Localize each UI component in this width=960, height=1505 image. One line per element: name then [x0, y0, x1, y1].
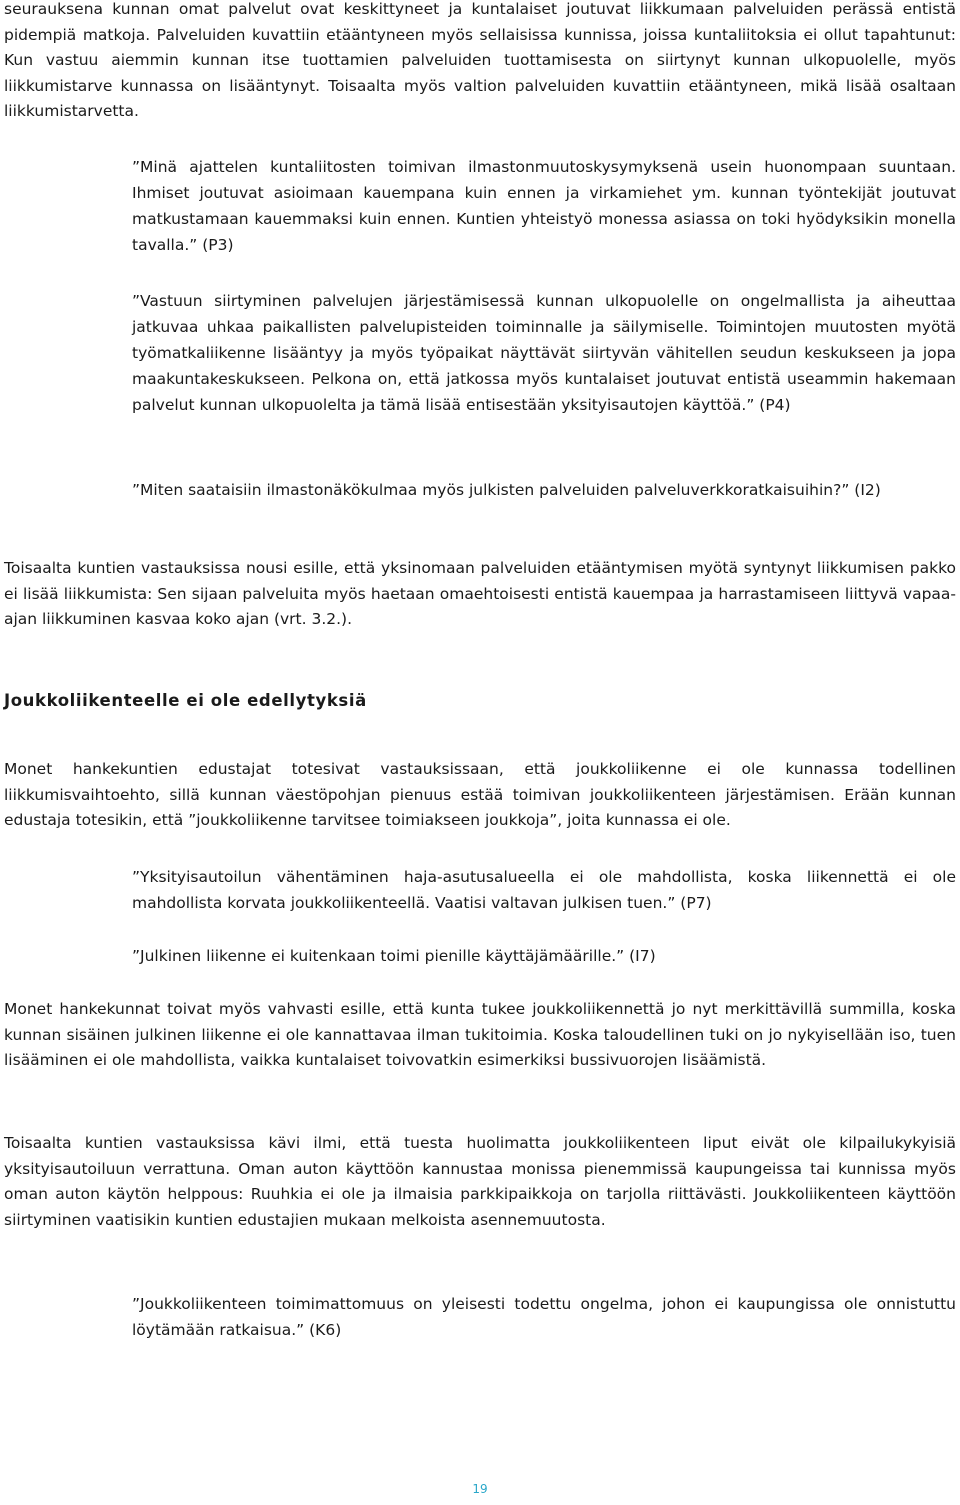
section-heading: Joukkoliikenteelle ei ole edellytyksiä: [4, 691, 367, 710]
body-paragraph: Monet hankekunnat toivat myös vahvasti esille, että kunta tukee joukkoliikennettä jo nyt merkittävillä summilla, koska kunnan sisäinen julkinen liikenne ei ole kannattavaa ilman tukitoimia. Koska taloudellinen tuki on jo nykyisellään iso, tuen lisääminen ei ole mahdollista, vaikka kuntalaiset toivovatkin esimerkiksi bussivuorojen lisäämistä.: [4, 1000, 956, 1069]
interview-quote: ”Julkinen liikenne ei kuitenkaan toimi pienille käyttäjämäärille.” (I7): [132, 947, 656, 965]
interview-quote: ”Joukkoliikenteen toimimattomuus on yleisesti todettu ongelma, johon ei kaupungissa ole onnistuttu löytämään ratkaisua.” (K6): [132, 1295, 956, 1339]
interview-quote: ”Yksityisautoilun vähentäminen haja-asutusalueella ei ole mahdollista, koska liikennettä ei ole mahdollista korvata joukkoliikenteellä. Vaatisi valtavan julkisen tuen.” (P7): [132, 868, 956, 912]
body-paragraph: Toisaalta kuntien vastauksissa kävi ilmi, että tuesta huolimatta joukkoliikenteen liput eivät ole kilpailukykyisiä yksityisautoiluun verrattuna. Oman auton käyttöön kannustaa monissa pienemmissä kaupungeissa tai kunnissa myös oman auton käytön helppous: Ruuhkia ei ole ja ilmaisia parkkipaikkoja on tarjolla riittävästi. Joukkoliikenteen käyttöön siirtyminen vaatisikin kuntien edustajien mukaan melkoista asennemuutosta.: [4, 1134, 956, 1229]
body-paragraph: Toisaalta kuntien vastauksissa nousi esille, että yksinomaan palveluiden etääntymisen myötä syntynyt liikkumisen pakko ei lisää liikkumista: Sen sijaan palveluita myös haetaan omaehtoisesti entistä kauempaa ja harrastamiseen liittyvä vapaa-ajan liikkuminen kasvaa koko ajan (vrt. 3.2.).: [4, 559, 956, 628]
interview-quote: ”Miten saataisiin ilmastonäkökulmaa myös julkisten palveluiden palveluverkkoratkaisuihin?” (I2): [132, 481, 881, 499]
interview-quote: ”Minä ajattelen kuntaliitosten toimivan ilmastonmuutoskysymyksenä usein huonompaan suuntaan. Ihmiset joutuvat asioimaan kauempana kuin ennen ja virkamiehet ym. kunnan työntekijät joutuvat matkustamaan kauemmaksi kuin ennen. Kuntien yhteistyö monessa asiassa on toki hyödyksikin monella tavalla.” (P3): [132, 158, 956, 254]
body-paragraph: seurauksena kunnan omat palvelut ovat keskittyneet ja kuntalaiset joutuvat liikkumaan palveluiden perässä entistä pidempiä matkoja. Palveluiden kuvattiin etääntyneen myös sellaisissa kunnissa, joissa kuntaliitoksia ei ollut tapahtunut: Kun vastuu aiemmin kunnan itse tuottamien palveluiden tuottamisesta on siirtynyt kunnan ulkopuolelle, myös liikkumistarve kunnassa on lisääntynyt. Toisaalta myös valtion palveluiden kuvattiin etääntyneen, mikä lisää osaltaan liikkumistarvetta.: [4, 0, 956, 120]
body-paragraph: Monet hankekuntien edustajat totesivat vastauksissaan, että joukkoliikenne ei ole kunnassa todellinen liikkumisvaihtoehto, sillä kunnan väestöpohjan pienuus estää toimivan joukkoliikenteen järjestämisen. Erään kunnan edustaja totesikin, että ”joukkoliikenne tarvitsee toimiakseen joukkoja”, joita kunnassa ei ole.: [4, 760, 956, 829]
page-number: 19: [472, 1482, 488, 1496]
interview-quote: ”Vastuun siirtyminen palvelujen järjestämisessä kunnan ulkopuolelle on ongelmallista ja aiheuttaa jatkuvaa uhkaa paikallisten palvelupisteiden toiminnalle ja säilymiselle. Toimintojen muutosten myötä työmatkaliikenne lisääntyy ja myös työpaikat näyttävät siirtyvän vähitellen seudun keskukseen ja jopa maakuntakeskukseen. Pelkona on, että jatkossa myös kuntalaiset joutuvat entistä useammin hakemaan palvelut kunnan ulkopuolelta ja tämä lisää entisestään yksityisautojen käyttöä.” (P4): [132, 292, 956, 414]
